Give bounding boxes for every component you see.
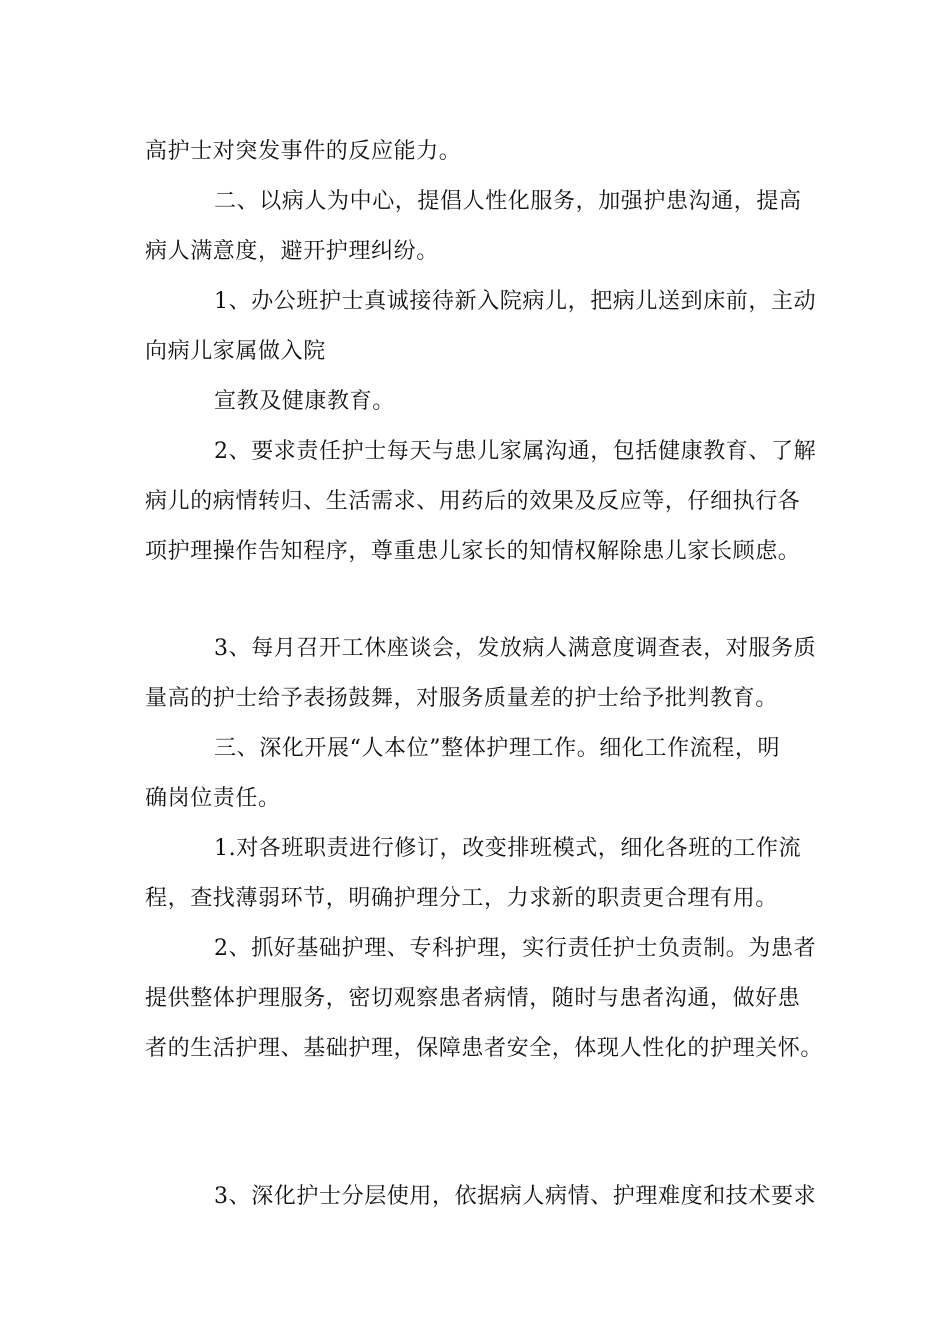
text-line: 1.对各班职责进行修订，改变排班模式，细化各班的工作流 bbox=[214, 836, 802, 861]
text-line: 1、办公班护士真诚接待新入院病儿，把病儿送到床前，主动 bbox=[214, 289, 817, 314]
text-line: 三、深化开展“人本位”整体护理工作。细化工作流程，明 bbox=[214, 736, 781, 761]
text-line: 高护士对突发事件的反应能力。 bbox=[145, 139, 462, 164]
text-line: 2、要求责任护士每天与患儿家属沟通，包括健康教育、了解 bbox=[214, 439, 817, 464]
text-line: 者的生活护理、基础护理，保障患者安全，体现人性化的护理关怀。 bbox=[145, 1036, 824, 1061]
text-line: 程，查找薄弱环节，明确护理分工，力求新的职责更合理有用。 bbox=[145, 886, 778, 911]
text-line: 向病儿家属做入院 bbox=[145, 339, 326, 364]
text-line: 确岗位责任。 bbox=[145, 786, 281, 811]
text-line: 宣教及健康教育。 bbox=[214, 389, 395, 414]
text-line: 病儿的病情转归、生活需求、用药后的效果及反应等，仔细执行各 bbox=[145, 489, 801, 514]
text-line: 提供整体护理服务，密切观察患者病情，随时与患者沟通，做好患 bbox=[145, 986, 801, 1011]
text-line: 3、深化护士分层使用，依据病人病情、护理难度和技术要求 bbox=[214, 1184, 817, 1209]
text-line: 项护理操作告知程序，尊重患儿家长的知情权解除患儿家长顾虑。 bbox=[145, 539, 801, 564]
text-line: 病人满意度，避开护理纠纷。 bbox=[145, 239, 439, 264]
text-line: 量高的护士给予表扬鼓舞，对服务质量差的护士给予批判教育。 bbox=[145, 686, 778, 711]
text-line: 二、以病人为中心，提倡人性化服务，加强护患沟通，提高 bbox=[214, 189, 802, 214]
text-line: 3、每月召开工休座谈会，发放病人满意度调查表，对服务质 bbox=[214, 636, 817, 661]
text-line: 2、抓好基础护理、专科护理，实行责任护士负责制。为患者 bbox=[214, 936, 817, 961]
